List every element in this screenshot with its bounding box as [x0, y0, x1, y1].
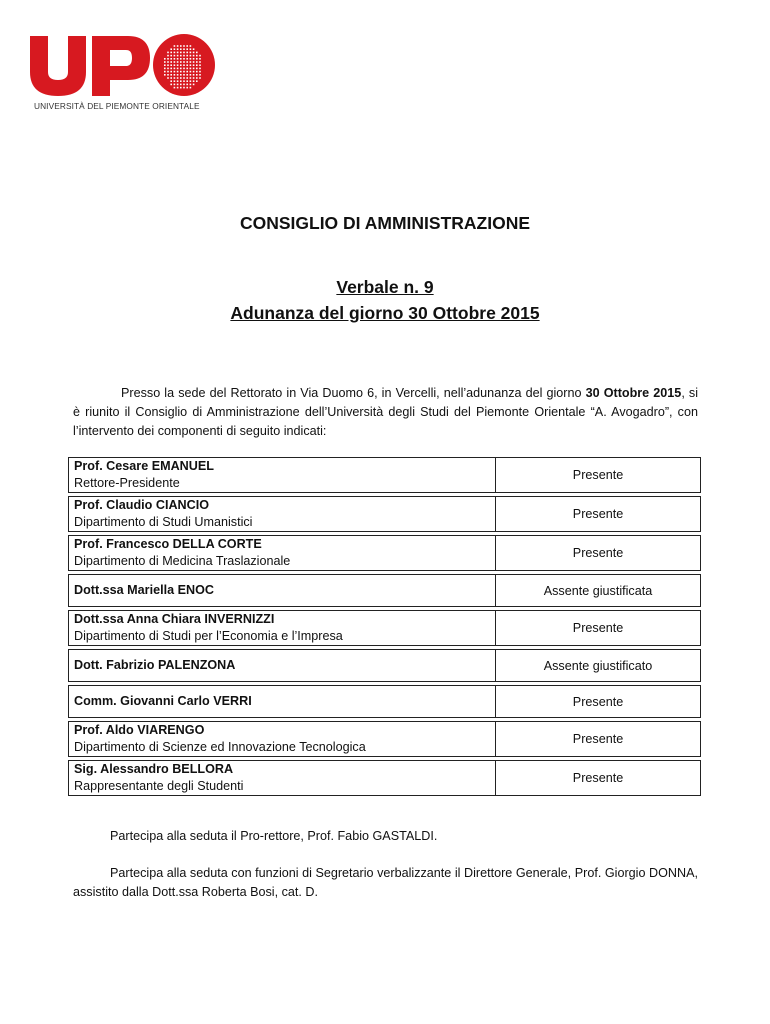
member-role: Rappresentante degli Studenti: [74, 779, 244, 793]
member-status: Presente: [495, 721, 701, 757]
member-status: Presente: [495, 685, 701, 718]
member-cell: [68, 721, 495, 757]
member-name: Prof. Cesare EMANUEL: [74, 459, 214, 473]
table-row: [68, 685, 701, 718]
member-name: Prof. Aldo VIARENGO: [74, 723, 205, 737]
upo-logo-mark: [30, 32, 220, 98]
members-table: [68, 454, 701, 799]
member-cell: [68, 574, 495, 607]
intro-paragraph: [73, 384, 698, 441]
intro-date: 30 Ottobre 2015: [585, 386, 682, 400]
table-row: [68, 760, 701, 796]
member-role: Dipartimento di Scienze ed Innovazione Tecnologica: [74, 740, 366, 754]
table-row: [68, 721, 701, 757]
member-name: Dott.ssa Mariella ENOC: [74, 583, 214, 597]
intro-text-2: , si è riunito il Consiglio di Amministrazione dell’Università degli Studi del Piemonte Orientale “A. Avogadro”, con l’intervento dei componenti di seguito indicati:: [73, 386, 699, 438]
member-status: Presente: [495, 535, 701, 571]
member-name: Dott.ssa Anna Chiara INVERNIZZI: [74, 612, 275, 626]
member-cell: [68, 535, 495, 571]
member-name: Dott. Fabrizio PALENZONA: [74, 658, 236, 672]
member-status: Presente: [495, 457, 701, 493]
table-row: [68, 496, 701, 532]
member-status: Assente giustificata: [495, 574, 701, 607]
member-cell: [68, 649, 495, 682]
member-cell: [68, 685, 495, 718]
member-cell: [68, 496, 495, 532]
table-row: [68, 649, 701, 682]
intro-text-1: Presso la sede del Rettorato in Via Duomo 6, in Vercelli, nell’adunanza del giorno: [121, 386, 586, 400]
member-role: Dipartimento di Studi per l’Economia e l’Impresa: [74, 629, 343, 643]
secretary-paragraph: Partecipa alla seduta con funzioni di Segretario verbalizzante il Direttore Generale, Prof. Giorgio DONNA, assistito dalla Dott.ssa Roberta Bosi, cat. D.: [73, 866, 698, 899]
member-role: Dipartimento di Studi Umanistici: [74, 515, 253, 529]
member-name: Prof. Francesco DELLA CORTE: [74, 537, 262, 551]
verbale-title: Verbale n. 9: [336, 277, 434, 297]
member-role: Dipartimento di Medicina Traslazionale: [74, 554, 291, 568]
upo-logo: [30, 32, 220, 114]
member-status: Presente: [495, 496, 701, 532]
member-name: Prof. Claudio CIANCIO: [74, 498, 210, 512]
member-cell: [68, 760, 495, 796]
member-cell: [68, 457, 495, 493]
member-status: Assente giustificato: [495, 649, 701, 682]
table-row: [68, 535, 701, 571]
member-status: Presente: [495, 760, 701, 796]
council-title: CONSIGLIO DI AMMINISTRAZIONE: [239, 213, 531, 233]
table-row: [68, 610, 701, 646]
prorector-paragraph: Partecipa alla seduta il Pro-rettore, Prof. Fabio GASTALDI.: [110, 829, 438, 843]
table-row: [68, 574, 701, 607]
member-role: Rettore-Presidente: [74, 476, 180, 490]
meeting-title: Adunanza del giorno 30 Ottobre 2015: [230, 303, 540, 323]
table-row: [68, 457, 701, 493]
member-name: Comm. Giovanni Carlo VERRI: [74, 694, 252, 708]
member-name: Sig. Alessandro BELLORA: [74, 762, 234, 776]
member-status: Presente: [495, 610, 701, 646]
institution-name: UNIVERSITÀ DEL PIEMONTE ORIENTALE: [34, 101, 200, 111]
member-cell: [68, 610, 495, 646]
